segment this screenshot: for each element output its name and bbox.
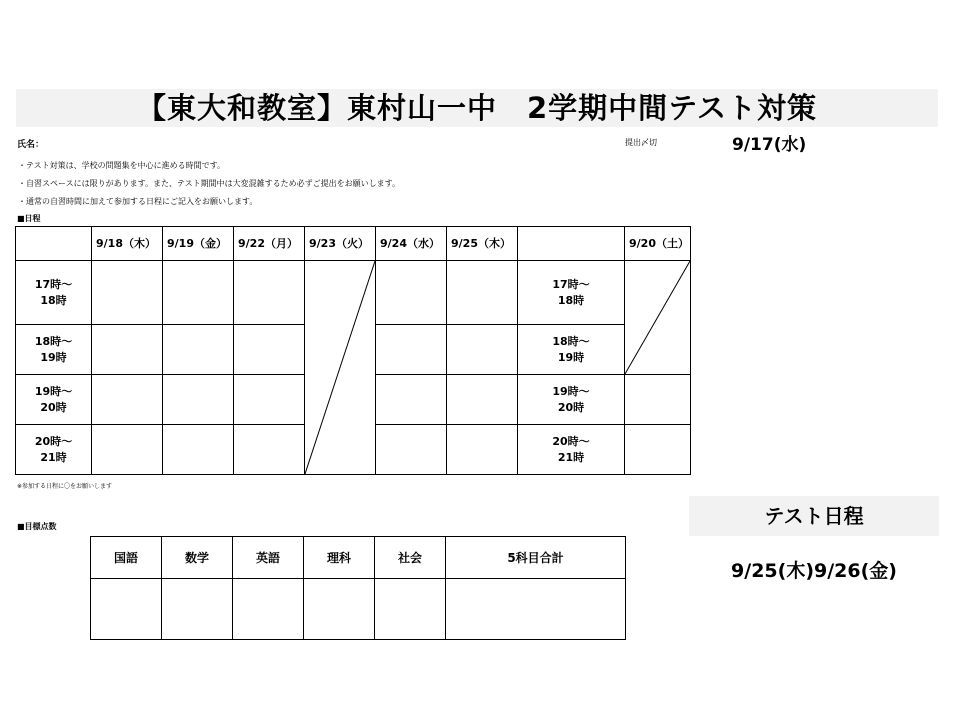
schedule-cell[interactable]: [92, 325, 163, 375]
schedule-section-label: ■日程: [17, 214, 41, 223]
subject-header: 社会: [375, 537, 446, 579]
date-header: 9/19（金）: [163, 227, 234, 261]
target-score-table: [90, 536, 626, 640]
time-slot-label: 18時～ 19時: [16, 325, 92, 375]
subject-header: 理科: [304, 537, 375, 579]
test-schedule-label: テスト日程: [764, 504, 864, 528]
date-header: 9/23（火）: [305, 227, 376, 261]
schedule-cell[interactable]: [92, 261, 163, 325]
schedule-cell[interactable]: [234, 261, 305, 325]
note-2: ・自習スペースには限りがあります。また、テスト期間中は大変混雑するため必ずご提出をお願いします。: [18, 179, 400, 188]
time-slot-label: 20時～ 21時: [518, 425, 625, 475]
date-header: 9/25（木）: [447, 227, 518, 261]
schedule-cell[interactable]: [163, 375, 234, 425]
total-header: 5科目合計: [446, 537, 626, 579]
schedule-cell[interactable]: [447, 425, 518, 475]
schedule-cell[interactable]: [92, 425, 163, 475]
schedule-cell[interactable]: [376, 325, 447, 375]
schedule-cell[interactable]: [447, 375, 518, 425]
time-slot-label: 17時～ 18時: [518, 261, 625, 325]
schedule-cell[interactable]: [376, 425, 447, 475]
subject-header: 国語: [91, 537, 162, 579]
schedule-cell[interactable]: [92, 375, 163, 425]
subject-header: 数学: [162, 537, 233, 579]
schedule-cell[interactable]: [163, 425, 234, 475]
schedule-cell[interactable]: [447, 325, 518, 375]
subject-header: 英語: [233, 537, 304, 579]
total-score-cell[interactable]: [446, 579, 626, 640]
time-slot-label: 18時～ 19時: [518, 325, 625, 375]
note-1: ・テスト対策は、学校の問題集を中心に進める時間です。: [18, 161, 226, 170]
test-dates: 9/25(木)9/26(金): [731, 560, 897, 582]
schedule-cell[interactable]: [163, 261, 234, 325]
score-cell[interactable]: [91, 579, 162, 640]
unavailable-cell: [305, 261, 376, 475]
deadline-label: 提出〆切: [625, 138, 657, 147]
time-slot-label: 19時～ 20時: [518, 375, 625, 425]
schedule-cell[interactable]: [625, 425, 691, 475]
note-3: ・通常の自習時間に加えて参加する日程にご記入をお願いします。: [18, 197, 258, 206]
score-cell[interactable]: [375, 579, 446, 640]
score-cell[interactable]: [233, 579, 304, 640]
time-slot-label: 20時～ 21時: [16, 425, 92, 475]
score-cell[interactable]: [304, 579, 375, 640]
unavailable-cell: [625, 261, 691, 375]
schedule-table: [15, 226, 691, 475]
date-header-saturday: 9/20（土）: [625, 227, 691, 261]
schedule-cell[interactable]: [625, 375, 691, 425]
score-section-label: ■目標点数: [17, 522, 57, 531]
date-header: 9/18（木）: [92, 227, 163, 261]
date-header: 9/24（水）: [376, 227, 447, 261]
schedule-cell[interactable]: [163, 325, 234, 375]
schedule-cell[interactable]: [234, 425, 305, 475]
page-title: 【東大和教室】東村山一中 2学期中間テスト対策: [136, 91, 818, 125]
deadline-date: 9/17(水): [732, 135, 807, 155]
schedule-cell[interactable]: [234, 375, 305, 425]
schedule-cell[interactable]: [447, 261, 518, 325]
time-slot-label: 19時～ 20時: [16, 375, 92, 425]
blank-header: [518, 227, 625, 261]
schedule-cell[interactable]: [234, 325, 305, 375]
schedule-cell[interactable]: [376, 261, 447, 325]
score-cell[interactable]: [162, 579, 233, 640]
corner-cell: [16, 227, 92, 261]
time-slot-label: 17時～ 18時: [16, 261, 92, 325]
name-label: 氏名：: [17, 140, 45, 150]
date-header: 9/22（月）: [234, 227, 305, 261]
schedule-cell[interactable]: [376, 375, 447, 425]
footnote: ※参加する日程に〇をお願いします: [17, 483, 113, 490]
